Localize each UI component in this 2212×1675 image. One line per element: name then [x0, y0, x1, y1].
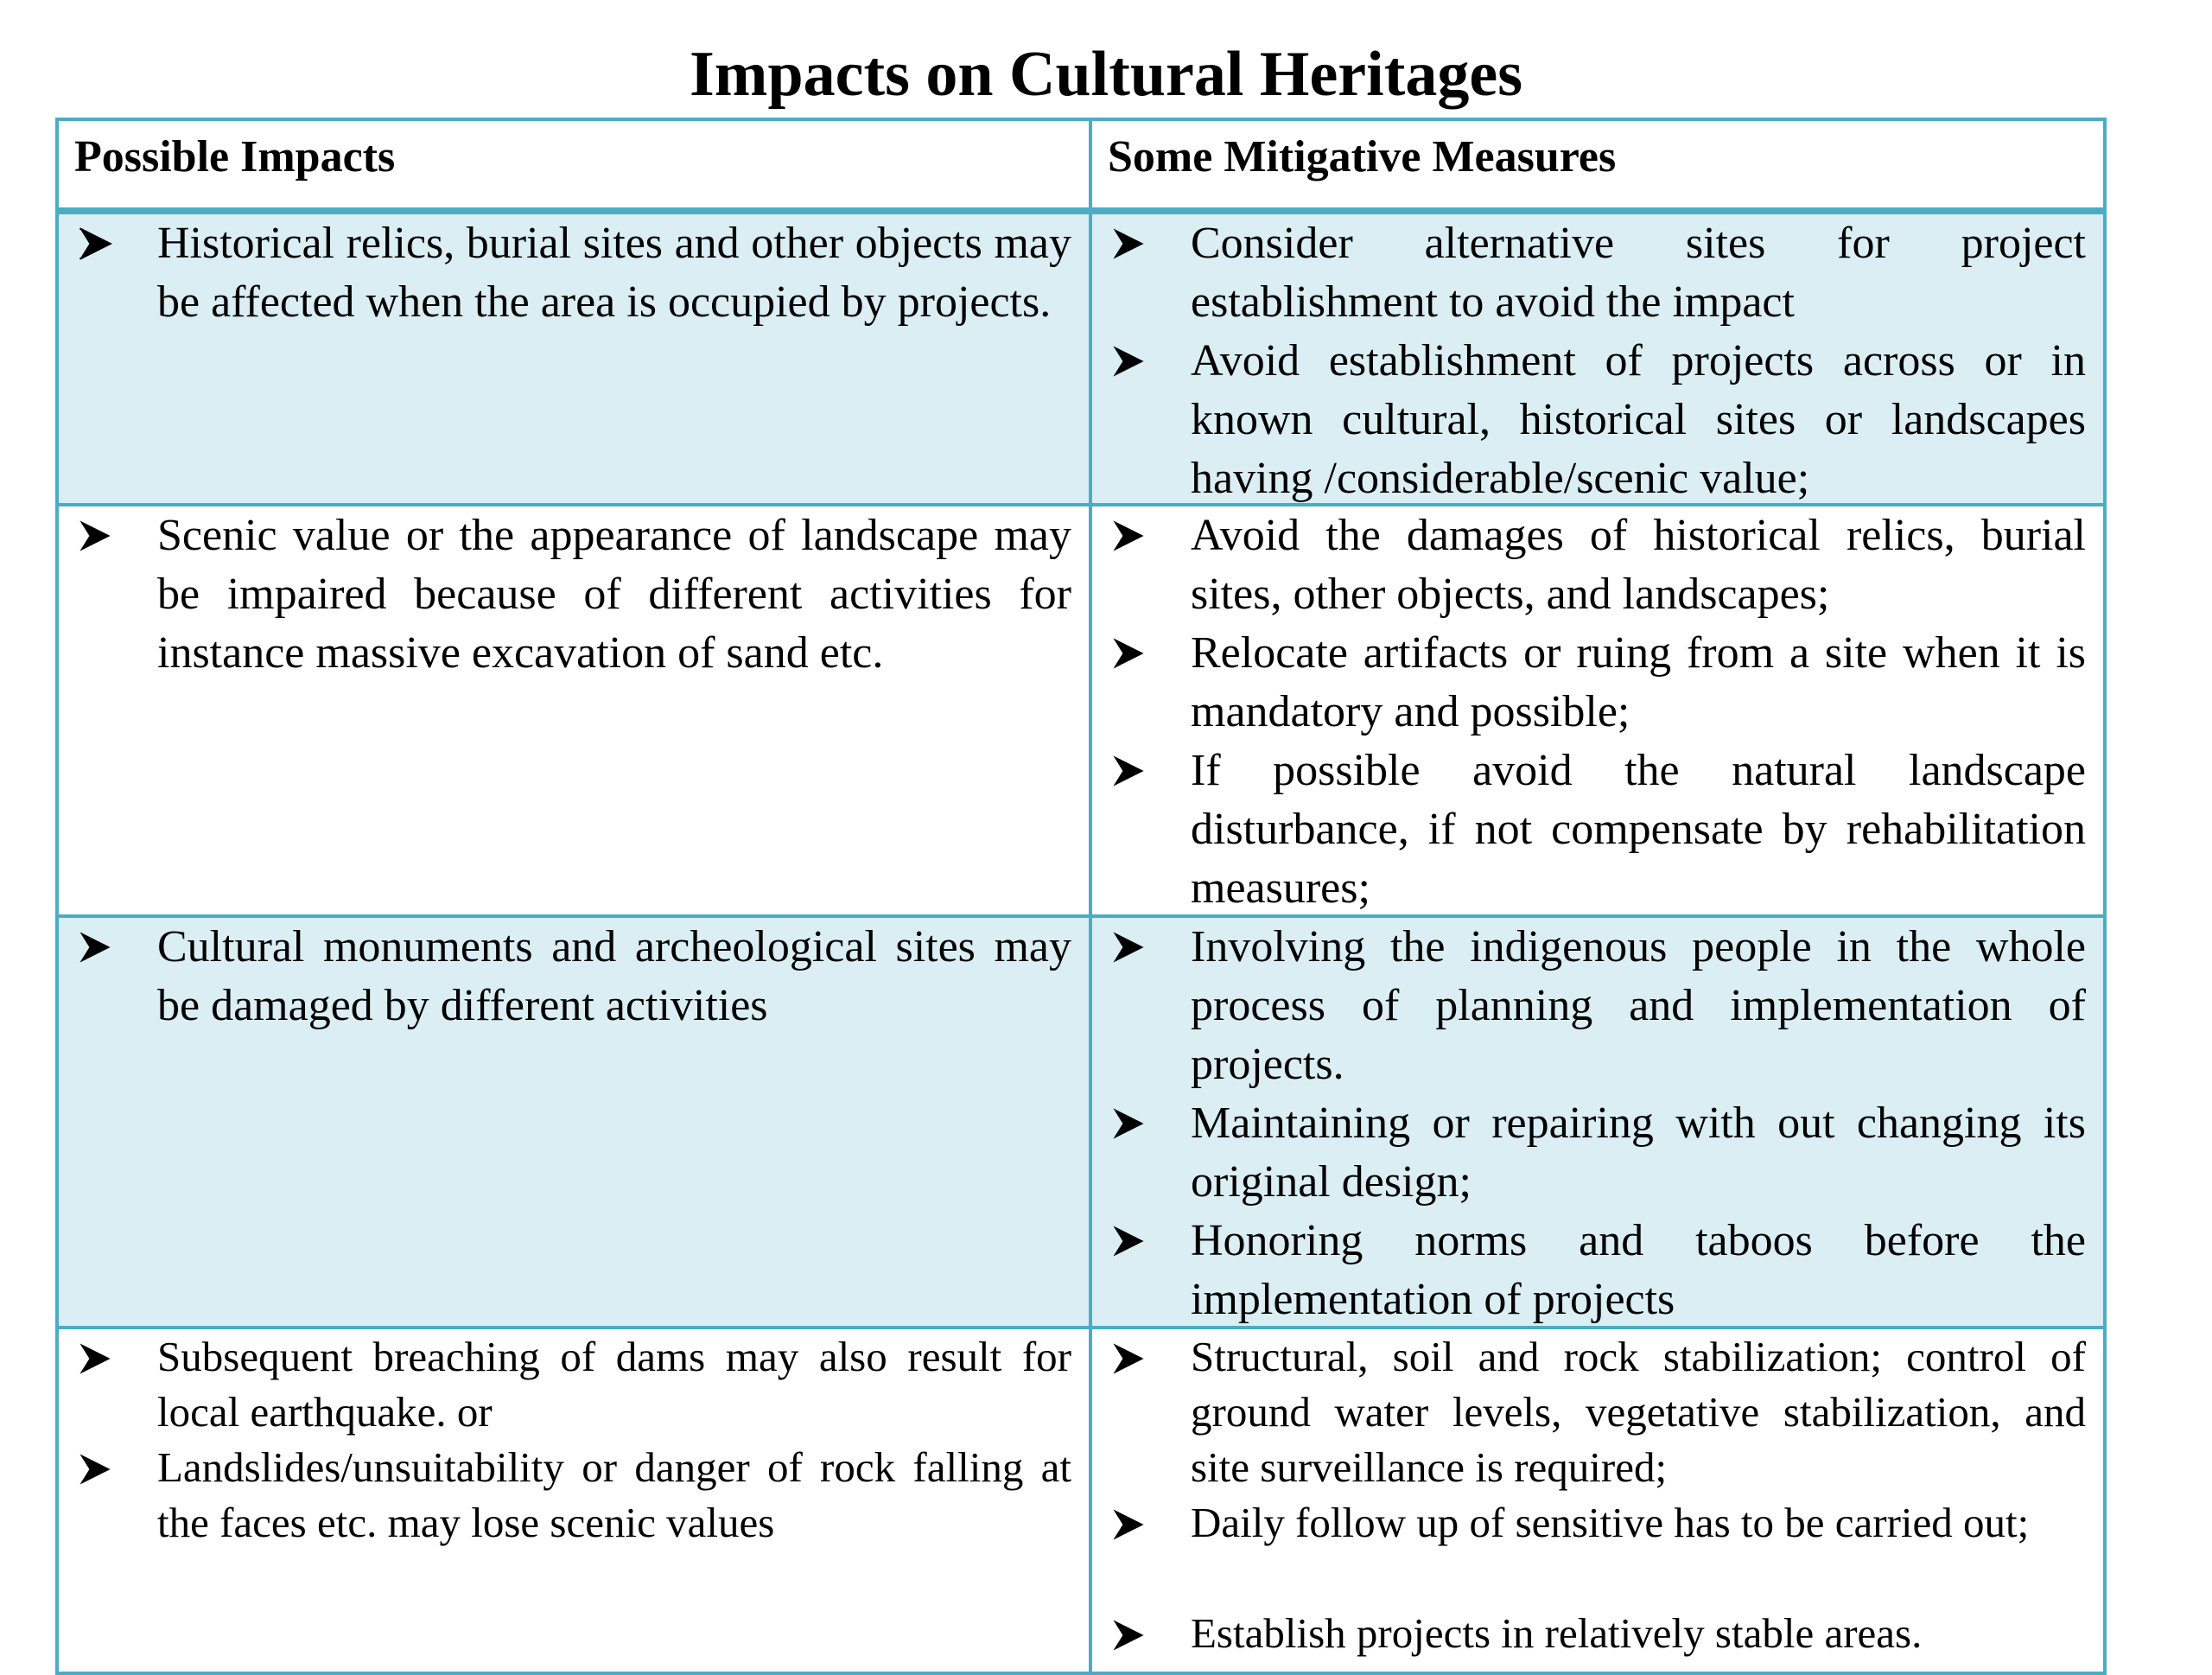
table-row	[57, 916, 2105, 1328]
impacts-cell	[57, 916, 1090, 1328]
table-row	[57, 211, 2105, 505]
list-item: Subsequent breaching of dams may also result for local earthquake. or	[59, 1329, 1089, 1440]
table-header-row	[57, 119, 2105, 211]
list-item: Landslides/unsuitability or danger of rock falling at the faces etc. may lose scenic values	[59, 1440, 1089, 1551]
impacts-table	[55, 118, 2107, 1675]
arrowhead-bullet-icon	[1109, 918, 1153, 977]
measures-cell	[1090, 211, 2105, 505]
list-item: Relocate artifacts or ruing from a site when it is mandatory and possible;	[1092, 624, 2103, 742]
list-item: Avoid establishment of projects across or in known cultural, historical sites or landscapes having /considerable/scenic value;	[1092, 332, 2103, 508]
arrowhead-bullet-icon	[1109, 1495, 1153, 1554]
list-item: If possible avoid the natural landscape disturbance, if not compensate by rehabilitation measures;	[1092, 742, 2103, 918]
arrowhead-bullet-icon	[1109, 506, 1153, 565]
measures-cell	[1090, 505, 2105, 916]
arrowhead-bullet-icon	[1109, 1212, 1153, 1271]
impacts-cell	[57, 1328, 1090, 1673]
page-title: Impacts on Cultural Heritages	[690, 39, 1522, 110]
arrowhead-bullet-icon	[76, 1440, 119, 1499]
list-item: Involving the indigenous people in the whole process of planning and implementation of projects.	[1092, 918, 2103, 1094]
list-item: Honoring norms and taboos before the implementation of projects	[1092, 1212, 2103, 1329]
list-item: Avoid the damages of historical relics, burial sites, other objects, and landscapes;	[1092, 506, 2103, 624]
measures-cell	[1090, 916, 2105, 1328]
arrowhead-bullet-icon	[1109, 1094, 1153, 1153]
arrowhead-bullet-icon	[1109, 1606, 1153, 1665]
table-row	[57, 1328, 2105, 1673]
column-header-measures: Some Mitigative Measures	[1090, 119, 2105, 211]
impacts-cell	[57, 505, 1090, 916]
list-item: Scenic value or the appearance of landscape may be impaired because of different activities for instance massive excavation of sand etc.	[59, 506, 1089, 683]
list-item: Structural, soil and rock stabilization; control of ground water levels, vegetative stabilization, and site surveillance is required;	[1092, 1329, 2103, 1495]
table-row	[57, 505, 2105, 916]
arrowhead-bullet-icon	[1109, 742, 1153, 800]
arrowhead-bullet-icon	[1109, 624, 1153, 683]
list-item: Daily follow up of sensitive has to be carried out;	[1092, 1495, 2103, 1551]
arrowhead-bullet-icon	[1109, 214, 1153, 273]
arrowhead-bullet-icon	[76, 1329, 119, 1388]
measures-cell	[1090, 1328, 2105, 1673]
impacts-cell	[57, 211, 1090, 505]
arrowhead-bullet-icon	[1109, 1329, 1153, 1388]
list-item: Consider alternative sites for project establishment to avoid the impact	[1092, 214, 2103, 332]
arrowhead-bullet-icon	[1109, 332, 1153, 391]
arrowhead-bullet-icon	[76, 918, 119, 977]
list-item: Historical relics, burial sites and other objects may be affected when the area is occupied by projects.	[59, 214, 1089, 332]
arrowhead-bullet-icon	[76, 506, 119, 565]
arrowhead-bullet-icon	[76, 214, 119, 273]
list-item: Cultural monuments and archeological sites may be damaged by different activities	[59, 918, 1089, 1035]
column-header-impacts: Possible Impacts	[57, 119, 1090, 211]
list-item: Maintaining or repairing with out changing its original design;	[1092, 1094, 2103, 1212]
list-item: Establish projects in relatively stable areas.	[1092, 1606, 2103, 1661]
